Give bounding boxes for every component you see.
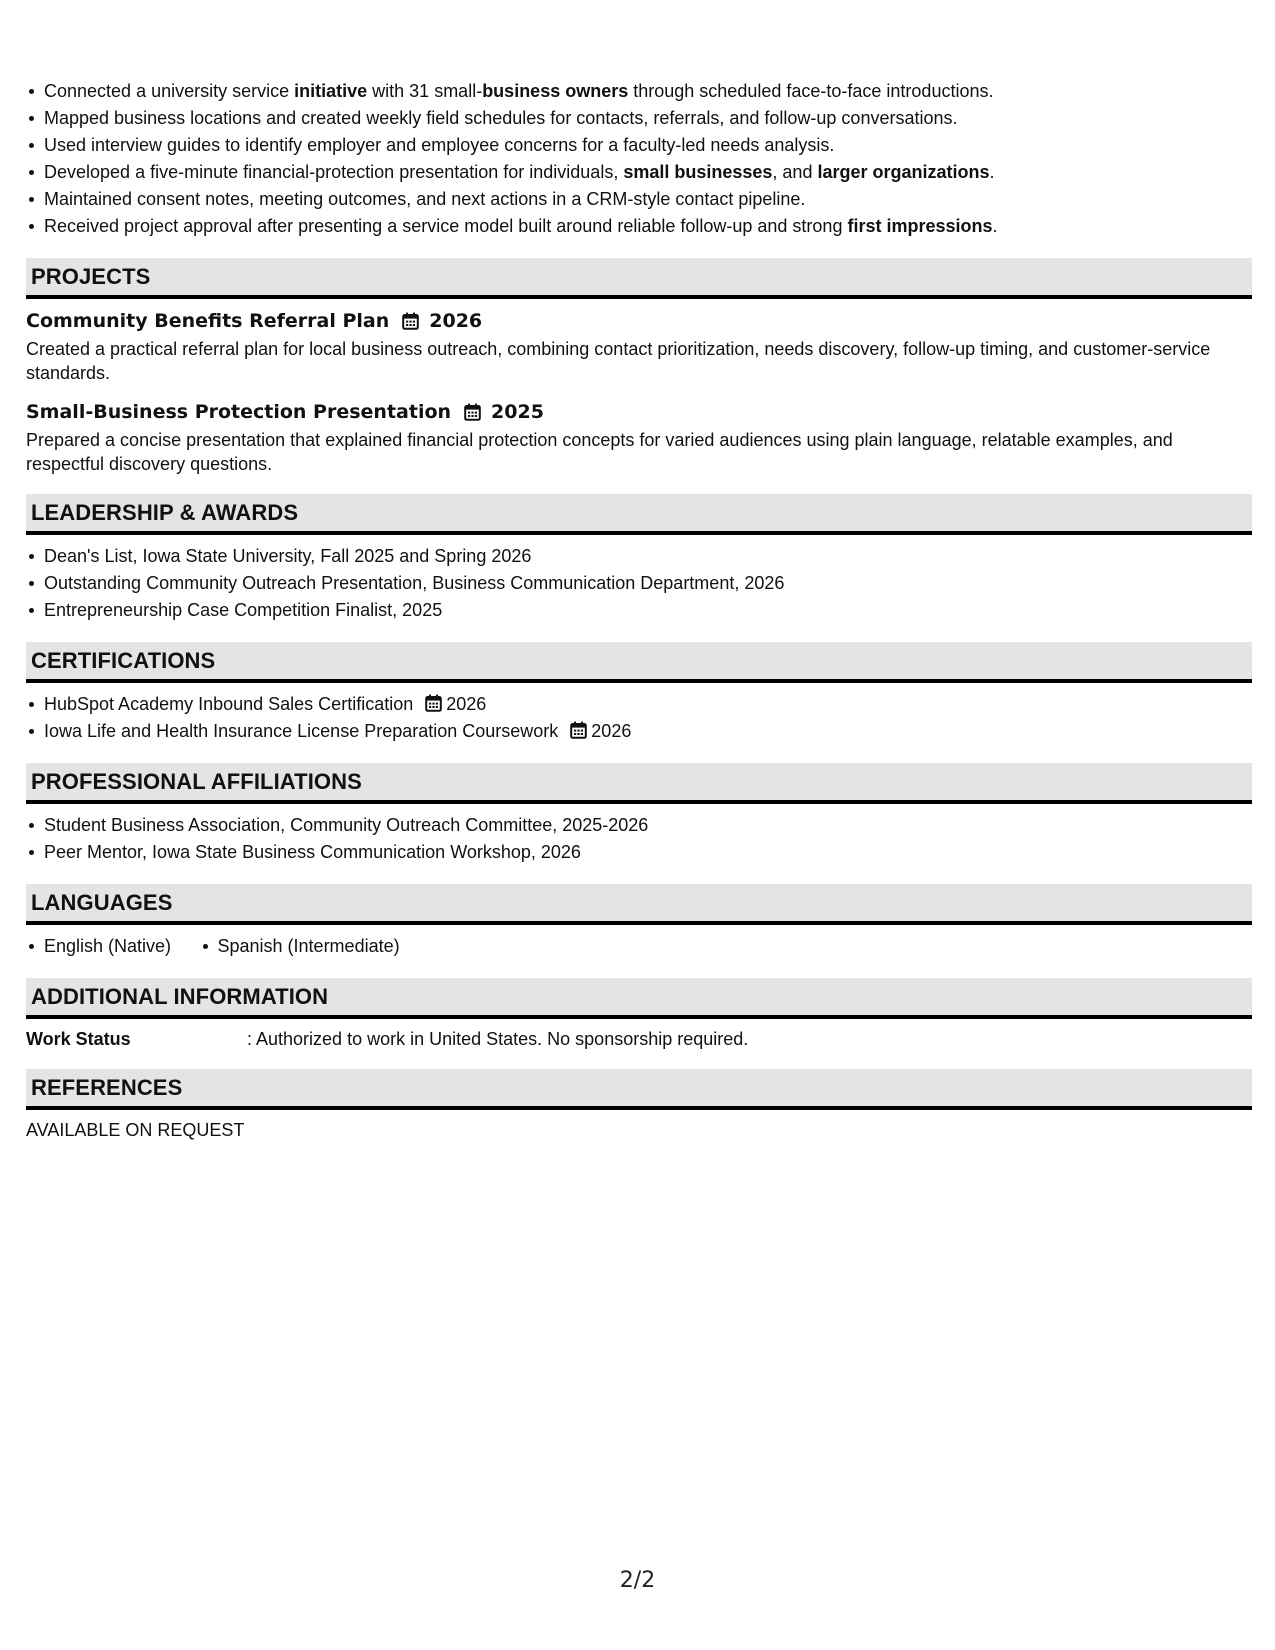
- project-description: Prepared a concise presentation that explained financial protection concepts for varied audiences using plain language, relatable examples, and respectful discovery questions.: [26, 430, 1173, 474]
- project-title: Community Benefits Referral Plan: [26, 310, 390, 332]
- text-run: Maintained consent notes, meeting outcomes, and next actions in a CRM-style contact pipeline.: [44, 189, 806, 209]
- leadership-list: [26, 543, 1252, 624]
- text-run: Used interview guides to identify employer and employee concerns for a faculty-led needs analysis.: [44, 135, 835, 155]
- project-description: Created a practical referral plan for local business outreach, combining contact prioritization, needs discovery, follow-up timing, and customer-service standards.: [26, 339, 1211, 383]
- affiliation-item: Student Business Association, Community Outreach Committee, 2025-2026: [44, 812, 1252, 839]
- calendar-icon: [464, 403, 481, 421]
- text-run: .: [989, 162, 995, 182]
- resume-page: [26, 78, 1252, 1142]
- project-year: 2026: [429, 310, 483, 332]
- calendar-icon: [402, 312, 419, 330]
- leadership-item: Entrepreneurship Case Competition Finalist, 2025: [44, 597, 1252, 624]
- leadership-item: Dean's List, Iowa State University, Fall 2025 and Spring 2026: [44, 543, 1252, 570]
- certification-name: HubSpot Academy Inbound Sales Certification: [44, 694, 414, 714]
- text-run: Mapped business locations and created weekly field schedules for contacts, referrals, and follow-up conversations.: [44, 108, 958, 128]
- project-item: [26, 398, 1252, 476]
- work-status-label: Work Status: [26, 1029, 131, 1049]
- experience-bullet: [44, 132, 1252, 159]
- references-text: AVAILABLE ON REQUEST: [26, 1120, 245, 1140]
- language-item: English (Native): [44, 933, 171, 960]
- text-run: .: [992, 216, 998, 236]
- page-number: 2/2: [619, 1568, 656, 1593]
- leadership-heading: LEADERSHIP & AWARDS: [26, 494, 1252, 535]
- text-run: Developed a five-minute financial-protection presentation for individuals,: [44, 162, 624, 182]
- text-run: , and: [772, 162, 818, 182]
- affiliations-list: [26, 812, 1252, 866]
- text-run: Received project approval after presenting a service model built around reliable follow-up and strong: [44, 216, 848, 236]
- experience-bullet: [44, 159, 1252, 186]
- experience-bullet: [44, 186, 1252, 213]
- project-title: Small-Business Protection Presentation: [26, 401, 452, 423]
- languages-list: [26, 933, 1252, 960]
- experience-bullet: [44, 78, 1252, 105]
- bold-text: larger organizations: [817, 162, 990, 182]
- languages-heading: LANGUAGES: [26, 884, 1252, 925]
- bold-text: first impressions: [847, 216, 993, 236]
- work-status-value: : Authorized to work in United States. No sponsorship required.: [247, 1029, 749, 1049]
- language-item: Spanish (Intermediate): [218, 933, 400, 960]
- references-heading: REFERENCES: [26, 1069, 1252, 1110]
- affiliation-item: Peer Mentor, Iowa State Business Communication Workshop, 2026: [44, 839, 1252, 866]
- project-title-row: [26, 307, 1252, 335]
- project-item: [26, 307, 1252, 385]
- text-run: through scheduled face-to-face introductions.: [628, 81, 994, 101]
- experience-bullet-list: [26, 78, 1252, 240]
- bold-text: business owners: [482, 81, 629, 101]
- certification-name: Iowa Life and Health Insurance License Preparation Coursework: [44, 721, 559, 741]
- certifications-heading: CERTIFICATIONS: [26, 642, 1252, 683]
- work-status-row: [26, 1027, 1252, 1051]
- projects-heading: PROJECTS: [26, 258, 1252, 299]
- certification-item: [44, 691, 1252, 718]
- text-run: with 31 small-: [367, 81, 483, 101]
- project-title-row: [26, 398, 1252, 426]
- additional-info-heading: ADDITIONAL INFORMATION: [26, 978, 1252, 1019]
- project-year: 2025: [491, 401, 544, 423]
- calendar-icon: [425, 694, 442, 712]
- experience-bullet: [44, 105, 1252, 132]
- calendar-icon: [570, 721, 587, 739]
- bold-text: initiative: [294, 81, 368, 101]
- experience-bullet: [44, 213, 1252, 240]
- leadership-item: Outstanding Community Outreach Presentation, Business Communication Department, 2026: [44, 570, 1252, 597]
- certifications-list: [26, 691, 1252, 745]
- text-run: Connected a university service: [44, 81, 295, 101]
- affiliations-heading: PROFESSIONAL AFFILIATIONS: [26, 763, 1252, 804]
- bold-text: small businesses: [623, 162, 773, 182]
- certification-year: 2026: [591, 721, 632, 741]
- certification-item: [44, 718, 1252, 745]
- certification-year: 2026: [446, 694, 487, 714]
